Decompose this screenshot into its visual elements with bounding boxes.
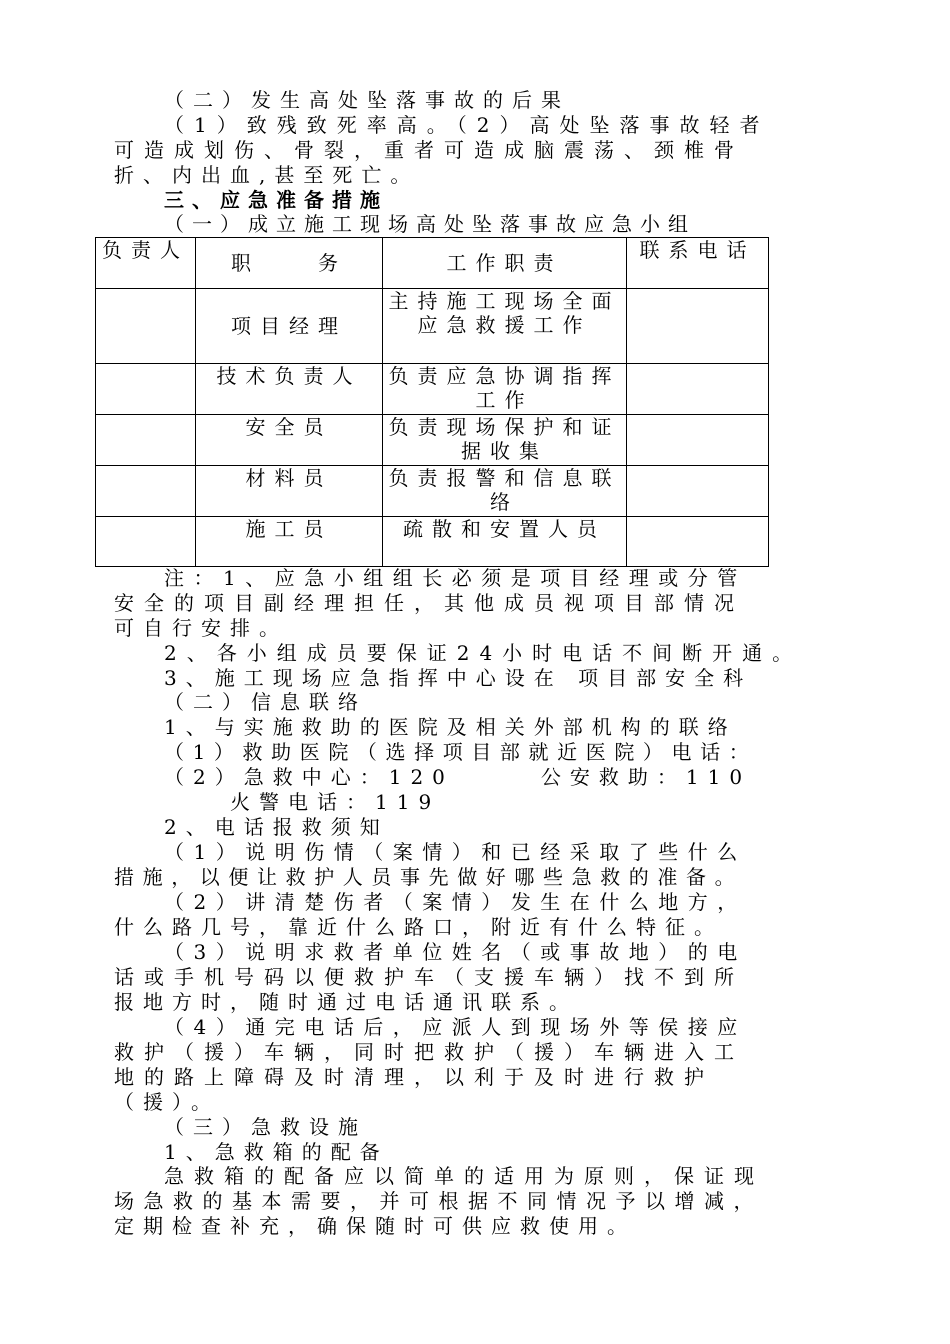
text-line: （2）急救中心：120 公安救助：110 [164,765,752,789]
header-role: 职 务 [196,238,383,289]
header-duty: 工作职责 [383,238,627,289]
cell-role: 技术负责人 [196,364,383,415]
cell-role: 施工员 [196,517,383,567]
text-line: 定期检查补充，确保随时可供应救使用。 [114,1214,636,1238]
subheading-contact: （二）信息联络 [164,690,367,714]
cell-role: 安全员 [196,415,383,466]
subheading-call-notes: 2、电话报救须知 [164,815,389,839]
text-line: 火警电话：119 [230,790,441,814]
text-line: （援）。 [114,1090,220,1114]
cell-duty: 主持施工现场全面应急救援工作 [383,289,627,364]
table-header-row [96,238,769,289]
cell-phone [627,517,769,567]
table-row [96,466,769,517]
text-line: （1）致残致死率高。（2）高处坠落事故轻者 [164,113,770,137]
text-line: 救护（援）车辆，同时把救护（援）车辆进入工 [114,1040,744,1064]
note-line: 可自行安排。 [114,616,288,640]
subheading-consequences: （二）发生高处坠落事故的后果 [164,88,570,112]
text-line: 报地方时，随时通过电话通讯联系。 [114,990,578,1014]
text-line: 可造成划伤、骨裂，重者可造成脑震荡、颈椎骨 [114,138,744,162]
note-line: 2、各小组成员要保证24小时电话不间断开通。 [164,641,803,665]
header-person: 负责人 [96,238,196,289]
text-line: （2）讲清楚伤者（案情）发生在什么地方， [164,890,747,914]
text-line: 什么路几号，靠近什么路口，附近有什么特征。 [114,915,723,939]
emergency-team-table [95,237,769,567]
table-row [96,289,769,364]
cell-phone [627,364,769,415]
cell-role: 材料员 [196,466,383,517]
text-line: 地的路上障碍及时清理，以利于及时进行救护 [114,1065,714,1089]
text-line: 1、与实施救助的医院及相关外部机构的联络 [164,715,737,739]
cell-person [96,289,196,364]
text-line: （1）说明伤情（案情）和已经采取了些什么 [164,840,747,864]
text-line: 话或手机号码以便救护车（支援车辆）找不到所 [114,965,744,989]
cell-person [96,415,196,466]
subheading-facilities: （三）急救设施 [164,1115,367,1139]
text-line: 措施，以便让救护人员事先做好哪些急救的准备。 [114,865,744,889]
text-line: （1）救助医院（选择项目部就近医院）电话： [164,740,758,764]
note-line: 3、施工现场应急指挥中心设在 项目部安全科 [164,666,753,690]
cell-duty: 疏散和安置人员 [383,517,627,567]
cell-person [96,364,196,415]
cell-phone [627,289,769,364]
cell-role: 项目经理 [196,289,383,364]
cell-phone [627,466,769,517]
cell-duty: 负责报警和信息联络 [383,466,627,517]
cell-duty: 负责现场保护和证据收集 [383,415,627,466]
text-line: （4）通完电话后，应派人到现场外等侯接应 [164,1015,747,1039]
text-line: 折、内出血,甚至死亡。 [114,163,420,187]
cell-phone [627,415,769,466]
text-line: 1、急救箱的配备 [164,1140,389,1164]
text-line: 急救箱的配备应以简单的适用为原则，保证现 [164,1164,764,1188]
subheading-team: （一）成立施工现场高处坠落事故应急小组 [164,212,696,236]
text-line: 场急救的基本需要，并可根据不同情况予以增减， [114,1189,763,1213]
note-line: 注：1、应急小组组长必须是项目经理或分管 [164,566,747,590]
cell-duty: 负责应急协调指挥工作 [383,364,627,415]
table-row [96,517,769,567]
text-line: （3）说明求救者单位姓名（或事故地）的电 [164,940,747,964]
header-phone: 联系电话 [627,238,769,289]
table-row [96,415,769,466]
note-line: 安全的项目副经理担任，其他成员视项目部情况 [114,591,744,615]
table-row [96,364,769,415]
cell-person [96,466,196,517]
section-heading: 三、应急准备措施 [164,188,388,212]
cell-person [96,517,196,567]
